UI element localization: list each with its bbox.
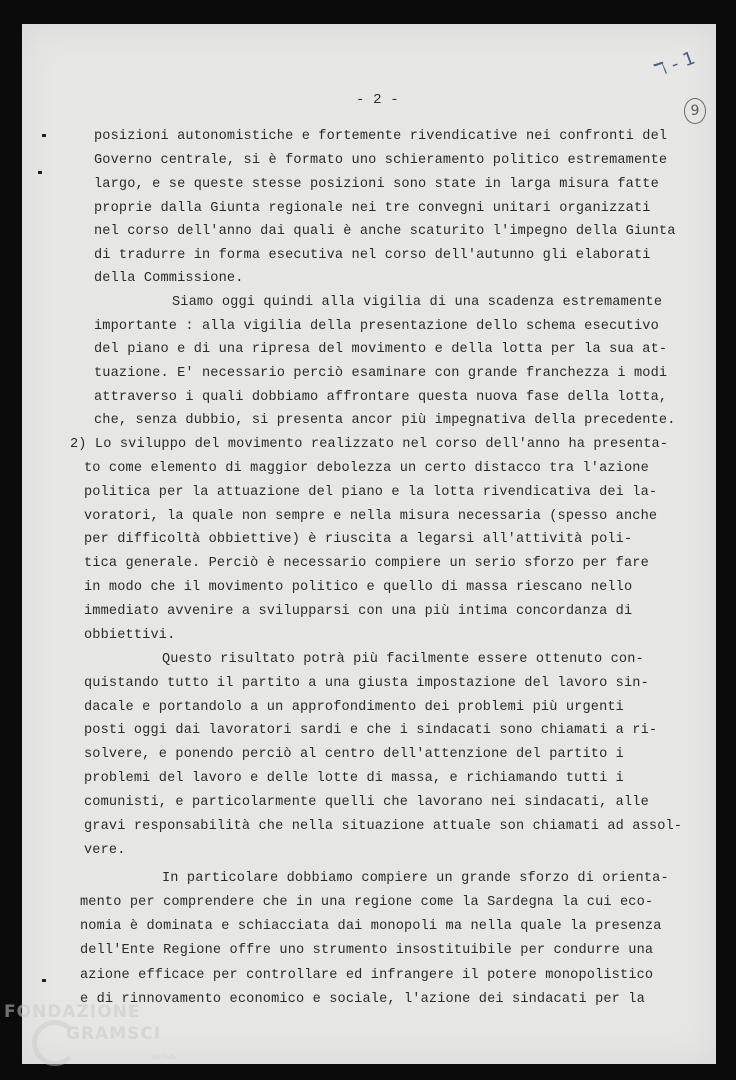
text-line: comunisti, e particolarmente quelli che lavorano nei sindacati, alle (84, 795, 649, 810)
text-line: della Commissione. (94, 271, 244, 286)
text-line: nomia è dominata e schiacciata dai monopoli ma nella quale la presenza (80, 919, 662, 934)
text-line: In particolare dobbiamo compiere un grande sforzo di orienta- (162, 871, 669, 886)
text-line: mento per comprendere che in una regione come la Sardegna la cui eco- (80, 895, 654, 910)
text-line: politica per la attuazione del piano e la lotta rivendicativa dei la- (84, 485, 658, 500)
text-line: to come elemento di maggior debolezza un certo distacco tra l'azione (84, 461, 649, 476)
watermark-line1: FONDAZIONE (4, 1002, 141, 1022)
watermark-line3: onlus (152, 1052, 177, 1062)
text-line: posti oggi dai lavoratori sardi e che i sindacati sono chiamati a ri- (84, 723, 658, 738)
text-line: dacale e portandolo a un approfondimento dei problemi più urgenti (84, 700, 624, 715)
watermark-line2: GRAMSCI (66, 1024, 162, 1044)
margin-mark (42, 134, 46, 137)
document-page (22, 24, 716, 1064)
page-number: - 2 - (356, 92, 399, 108)
typed-text (22, 24, 716, 1064)
margin-mark (42, 979, 46, 982)
text-line: gravi responsabilità che nella situazione attuale son chiamati ad assol- (84, 819, 683, 834)
text-line: problemi del lavoro e delle lotte di massa, e richiamando tutti i (84, 771, 624, 786)
text-line: voratori, la quale non sempre e nella misura necessaria (spesso anche (84, 509, 658, 524)
text-line: per difficoltà obbiettive) è riuscita a legarsi all'attività poli- (84, 532, 633, 547)
text-line: quistando tutto il partito a una giusta impostazione del lavoro sin- (84, 676, 649, 691)
text-line: che, senza dubbio, si presenta ancor più impegnativa della precedente. (94, 413, 676, 428)
text-line: in modo che il movimento politico e quello di massa riescano nello (84, 580, 633, 595)
circled-page-number: 9 (684, 98, 706, 124)
text-line: Siamo oggi quindi alla vigilia di una scadenza estremamente (172, 295, 663, 310)
text-line: tuazione. E' necessario perciò esaminare con grande franchezza i modi (94, 366, 668, 381)
text-line: immediato avvenire a svilupparsi con una più intima concordanza di (84, 604, 633, 619)
text-line: dell'Ente Regione offre uno strumento insostituibile per condurre una (80, 943, 654, 958)
text-line: vere. (84, 843, 126, 858)
text-line: posizioni autonomistiche e fortemente rivendicative nei confronti del (94, 129, 668, 144)
text-line: tica generale. Perciò è necessario compiere un serio sforzo per fare (84, 556, 649, 571)
text-line: e di rinnovamento economico e sociale, l'azione dei sindacati per la (80, 992, 645, 1007)
text-line: largo, e se queste stesse posizioni sono state in larga misura fatte (94, 177, 659, 192)
text-line: di tradurre in forma esecutiva nel corso dell'autunno gli elaborati (94, 248, 651, 263)
text-line: attraverso i quali dobbiamo affrontare questa nuova fase della lotta, (94, 390, 668, 405)
text-line: Governo centrale, si è formato uno schieramento politico estremamente (94, 153, 668, 168)
text-line: 2) Lo sviluppo del movimento realizzato nel corso dell'anno ha presenta- (70, 437, 669, 452)
text-line: solvere, e ponendo perciò al centro dell'attenzione del partito i (84, 747, 624, 762)
text-line: del piano e di una ripresa del movimento e della lotta per la sua at- (94, 342, 668, 357)
text-line: Questo risultato potrà più facilmente essere ottenuto con- (162, 652, 644, 667)
margin-mark (38, 171, 42, 174)
text-line: azione efficace per controllare ed infrangere il potere monopolistico (80, 968, 654, 983)
pencil-annotation: ℸ - 1 (651, 47, 699, 82)
text-line: proprie dalla Giunta regionale nei tre convegni unitari organizzati (94, 201, 651, 216)
text-line: importante : alla vigilia della presentazione dello schema esecutivo (94, 319, 659, 334)
text-line: obbiettivi. (84, 628, 176, 643)
text-line: nel corso dell'anno dai quali è anche scaturito l'impegno della Giunta (94, 224, 676, 239)
